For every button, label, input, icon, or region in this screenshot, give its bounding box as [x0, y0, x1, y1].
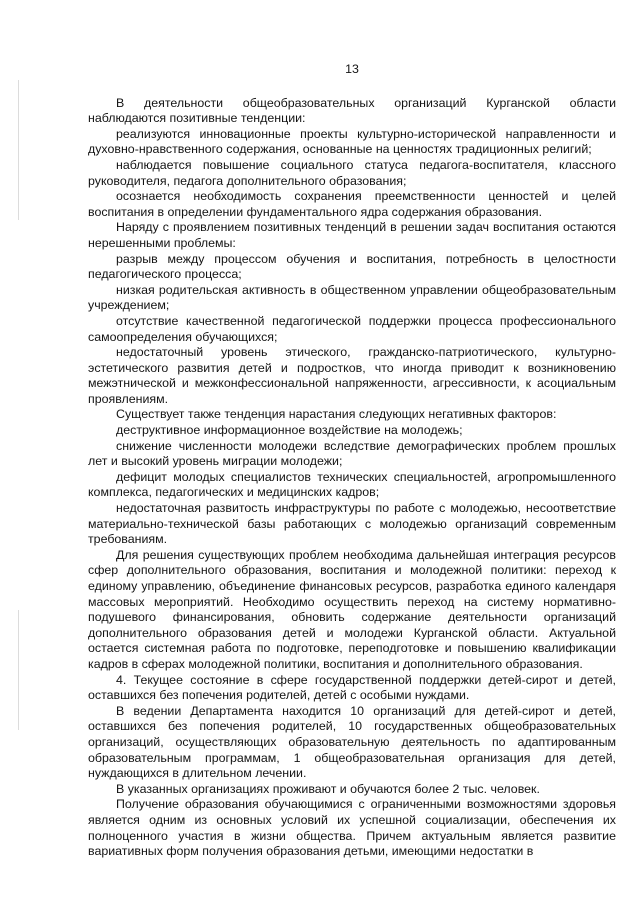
paragraph: разрыв между процессом обучения и воспитания, потребность в целостности педагогического процесса; — [88, 251, 616, 282]
paragraph: Для решения существующих проблем необходима дальнейшая интеграция ресурсов сфер дополнительного образования, воспитания и молодежной политики: переход к единому управлению, объединение финансовых ресурсов, разработка единого календаря массовых мероприятий. Необходимо осуществить переход на систему нормативно-подушевого финансирования, обновить содержание деятельности организаций дополнительного образования детей и молодежи Курганской области. Актуальной остается системная работа по подготовке, переподготовке и повышению квалификации кадров в сферах молодежной политики, воспитания и дополнительного образования. — [88, 547, 616, 671]
paragraph: отсутствие качественной педагогической поддержки процесса профессионального самоопределения обучающихся; — [88, 313, 616, 344]
margin-scan-line — [18, 80, 19, 220]
paragraph: снижение численности молодежи вследствие демографических проблем прошлых лет и высокий уровень миграции молодежи; — [88, 438, 616, 469]
margin-scan-line — [18, 610, 19, 730]
paragraph: деструктивное информационное воздействие на молодежь; — [116, 423, 463, 438]
paragraph: осознается необходимость сохранения преемственности ценностей и целей воспитания в определении фундаментального ядра содержания образования. — [88, 189, 616, 219]
paragraph: недостаточный уровень этического, гражданско-патриотического, культурно-эстетического развития детей и подростков, что иногда приводит к возникновению межэтнической и межконфессиональной напряженности, агрессивности, к асоциальным проявлениям. — [88, 345, 616, 406]
paragraph: 4. Текущее состояние в сфере государственной поддержки детей-сирот и детей, оставшихся без попечения родителей, детей с особыми нуждами. — [88, 672, 616, 703]
paragraph: низкая родительская активность в общественном управлении общеобразовательным учреждением; — [88, 282, 616, 313]
paragraph: Существует также тенденция нарастания следующих негативных факторов: — [116, 407, 557, 422]
paragraph: недостаточная развитость инфраструктуры по работе с молодежью, несоответствие материально-технической базы работающих с молодежью организаций современным требованиям. — [88, 501, 616, 547]
paragraph: наблюдается повышение социального статуса педагога-воспитателя, классного руководителя, педагога дополнительного образования; — [88, 157, 616, 188]
paragraph: Получение образования обучающимися с ограниченными возможностями здоровья является одним из основных условий их успешной социализации, обеспечения их полноценного участия в жизни общества. Причем актуальным является развитие вариативных форм получения образования детьми, имеющими недостатки в — [88, 797, 616, 859]
paragraph: В ведении Департамента находится 10 организаций для детей-сирот и детей, оставшихся без попечения родителей, 10 государственных общеобразовательных организаций, осуществляющих образовательную деятельность по адаптированным образовательным программам, 1 общеобразовательная организация для детей, нуждающихся в длительном лечении. — [88, 703, 616, 781]
paragraph: реализуются инновационные проекты культурно-исторической направленности и духовно-нравственного содержания, основанные на ценностях традиционных религий; — [88, 126, 616, 157]
paragraph: В деятельности общеобразовательных организаций Курганской области наблюдаются позитивные тенденции: — [88, 95, 616, 126]
paragraph: дефицит молодых специалистов технических специальностей, агропромышленного комплекса, педагогических и медицинских кадров; — [88, 469, 616, 500]
body-text — [88, 96, 616, 860]
paragraph: В указанных организациях проживают и обучаются более 2 тыс. человек. — [116, 781, 540, 796]
document-page — [88, 62, 616, 860]
paragraph: Наряду с проявлением позитивных тенденций в решении задач воспитания остаются нерешенными проблемы: — [88, 220, 616, 250]
page-number: 13 — [345, 62, 359, 76]
